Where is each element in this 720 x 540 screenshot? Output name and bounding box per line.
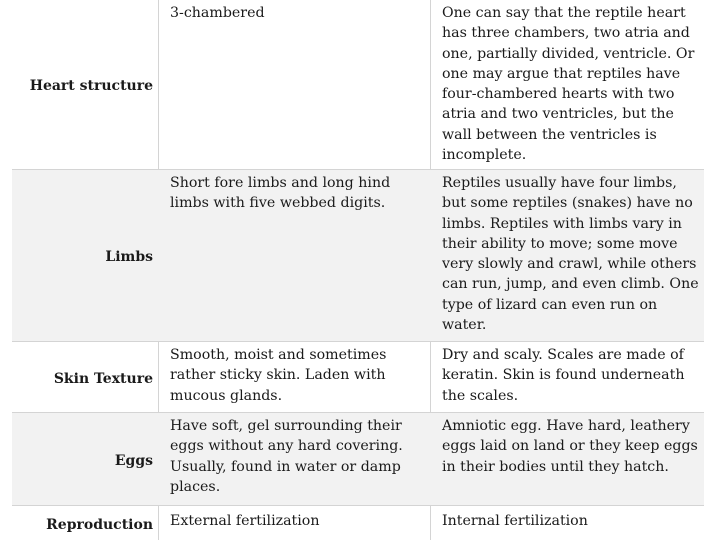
reptile-cell-eggs: Amniotic egg. Have hard, leathery eggs laid on land or they keep eggs in their bodies until they hatch.: [442, 418, 698, 475]
table-row-limbs: [12, 170, 704, 342]
reptile-cell-reproduction: Internal fertilization: [442, 513, 588, 529]
amphibian-cell-reproduction: External fertilization: [170, 513, 320, 529]
row-label-eggs: Eggs: [114, 452, 153, 469]
amphibian-cell-heart-structure: 3-chambered: [170, 5, 265, 21]
row-label-heart-structure: Heart structure: [29, 78, 153, 95]
reptile-cell-skin-texture: Dry and scaly. Scales are made of keratin. Skin is found underneath the scales.: [442, 347, 685, 404]
table-row-eggs: [12, 413, 704, 506]
table-row-reproduction: [12, 506, 704, 540]
table-row-skin-texture: [12, 342, 704, 413]
reptile-cell-heart-structure: One can say that the reptile heart has three chambers, two atria and one, partially divided, ventricle. Or one may argue that reptiles have four-chambered hearts with two atria and two ventricles, but the wall between the ventricles is incomplete.: [442, 5, 695, 164]
amphibian-cell-eggs: Have soft, gel surrounding their eggs without any hard covering. Usually, found in water or damp places.: [170, 418, 403, 495]
amphibian-cell-skin-texture: Smooth, moist and sometimes rather sticky skin. Laden with mucous glands.: [170, 347, 387, 404]
reptile-cell-limbs: Reptiles usually have four limbs, but some reptiles (snakes) have no limbs. Reptiles with limbs vary in their ability to move; some move very slowly and crawl, while others can run, jump, and even climb. One type of lizard can even run on water.: [442, 175, 699, 334]
row-label-skin-texture: Skin Texture: [53, 370, 153, 387]
table-row-heart-structure: [12, 0, 704, 170]
row-label-limbs: Limbs: [105, 249, 153, 266]
amphibian-cell-limbs: Short fore limbs and long hind limbs with five webbed digits.: [170, 175, 391, 212]
row-label-reproduction: Reproduction: [46, 516, 153, 533]
